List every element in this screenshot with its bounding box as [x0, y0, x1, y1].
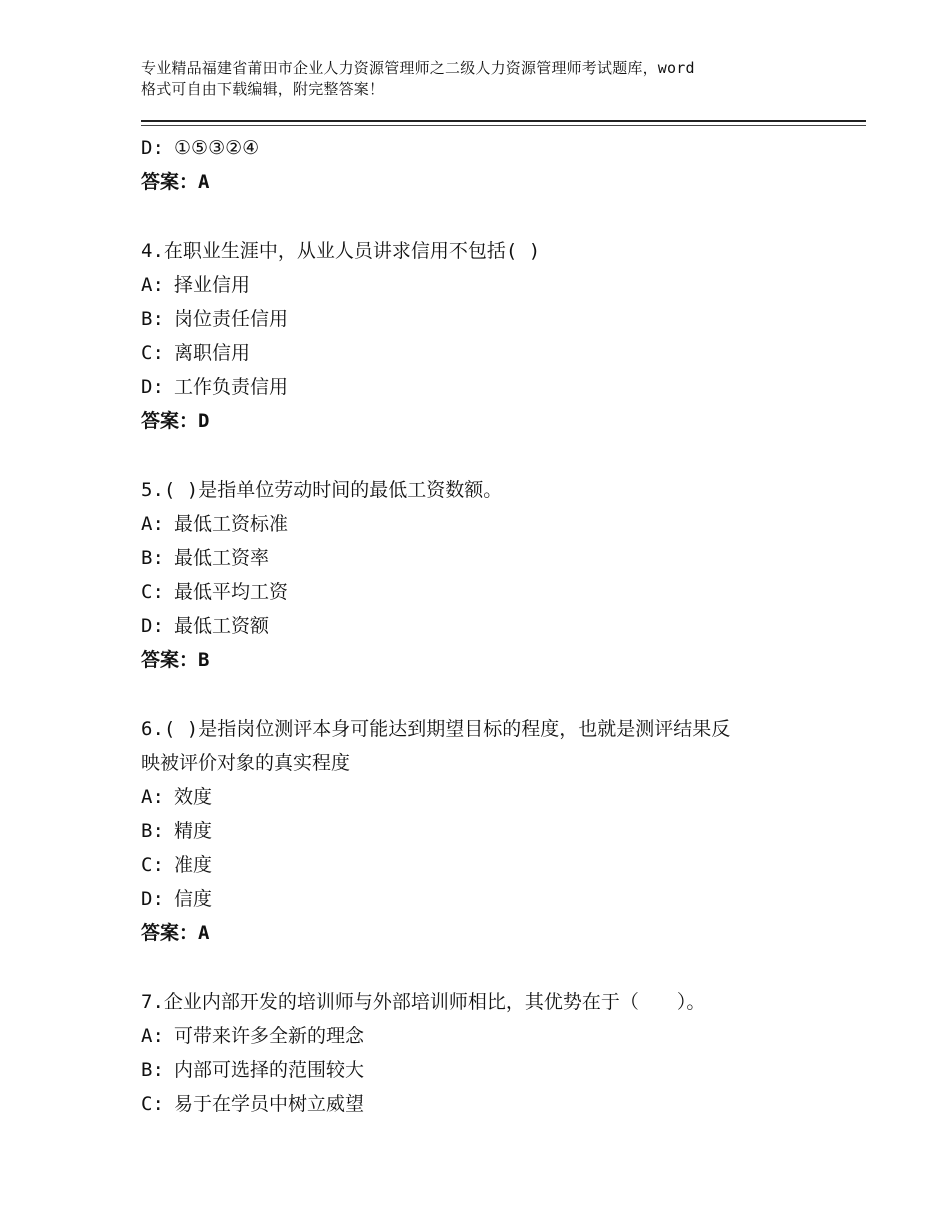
- option-text: ①⑤③②④: [174, 137, 260, 159]
- option-text: 易于在学员中树立威望: [174, 1093, 365, 1115]
- question-text: 7.企业内部开发的培训师与外部培训师相比，其优势在于（ ）。: [141, 991, 706, 1013]
- question-block-3: [141, 131, 831, 199]
- option-text: 内部可选择的范围较大: [174, 1059, 365, 1081]
- option-row: [141, 882, 831, 916]
- option-row: [141, 575, 831, 609]
- option-key: D:: [141, 137, 164, 159]
- option-text: 离职信用: [174, 342, 251, 364]
- option-row: [141, 1087, 831, 1121]
- option-row: [141, 268, 831, 302]
- answer-label: 答案：: [141, 922, 199, 944]
- answer-value: A: [198, 171, 210, 193]
- header-rule-thick: [141, 120, 866, 122]
- option-key: B:: [141, 820, 164, 842]
- option-text: 择业信用: [174, 274, 251, 296]
- option-row: [141, 1053, 831, 1087]
- option-key: C:: [141, 854, 164, 876]
- spacer: [141, 199, 831, 234]
- option-row: [141, 609, 831, 643]
- header-rule-thin: [141, 125, 866, 126]
- answer-label: 答案：: [141, 171, 199, 193]
- option-row: [141, 302, 831, 336]
- option-row: [141, 370, 831, 404]
- option-key: A:: [141, 274, 164, 296]
- option-text: 最低工资标准: [174, 513, 289, 535]
- option-key: D:: [141, 376, 164, 398]
- option-row: [141, 780, 831, 814]
- header-title-line-2: 格式可自由下载编辑，附完整答案！: [141, 80, 385, 98]
- option-text: 效度: [174, 786, 213, 808]
- option-text: 可带来许多全新的理念: [174, 1025, 365, 1047]
- option-text: 最低工资额: [174, 615, 270, 637]
- option-row: [141, 131, 831, 165]
- question-list: [141, 131, 831, 1121]
- option-key: A:: [141, 1025, 164, 1047]
- option-text: 精度: [174, 820, 213, 842]
- option-key: B:: [141, 308, 164, 330]
- option-row: [141, 541, 831, 575]
- answer-label: 答案：: [141, 410, 199, 432]
- option-key: B:: [141, 1059, 164, 1081]
- option-key: A:: [141, 513, 164, 535]
- option-text: 信度: [174, 888, 213, 910]
- answer-line: [141, 916, 831, 950]
- answer-value: B: [198, 649, 210, 671]
- option-row: [141, 507, 831, 541]
- option-key: C:: [141, 581, 164, 603]
- option-text: 准度: [174, 854, 213, 876]
- option-text: 岗位责任信用: [174, 308, 289, 330]
- answer-value: A: [198, 922, 210, 944]
- answer-line: [141, 643, 831, 677]
- option-key: A:: [141, 786, 164, 808]
- question-text: 5.( )是指单位劳动时间的最低工资数额。: [141, 479, 503, 501]
- option-text: 最低工资率: [174, 547, 270, 569]
- question-text-continued: 映被评价对象的真实程度: [141, 752, 351, 774]
- option-text: 最低平均工资: [174, 581, 289, 603]
- question-block-4: [141, 234, 831, 438]
- header-title-line-1: 专业精品福建省莆田市企业人力资源管理师之二级人力资源管理师考试题库，word: [141, 59, 695, 77]
- question-text: 6.( )是指岗位测评本身可能达到期望目标的程度，也就是测评结果反: [141, 718, 731, 740]
- spacer: [141, 950, 831, 985]
- answer-value: D: [198, 410, 210, 432]
- option-row: [141, 336, 831, 370]
- question-block-5: [141, 473, 831, 677]
- option-row: [141, 1019, 831, 1053]
- question-text: 4.在职业生涯中，从业人员讲求信用不包括( ): [141, 240, 541, 262]
- option-row: [141, 848, 831, 882]
- option-text: 工作负责信用: [174, 376, 289, 398]
- option-key: D:: [141, 888, 164, 910]
- answer-label: 答案：: [141, 649, 199, 671]
- spacer: [141, 677, 831, 712]
- question-block-6: [141, 712, 831, 950]
- page-header: [141, 58, 831, 100]
- answer-line: [141, 165, 831, 199]
- option-key: B:: [141, 547, 164, 569]
- option-key: D:: [141, 615, 164, 637]
- option-key: C:: [141, 342, 164, 364]
- option-row: [141, 814, 831, 848]
- spacer: [141, 438, 831, 473]
- option-key: C:: [141, 1093, 164, 1115]
- answer-line: [141, 404, 831, 438]
- question-block-7: [141, 985, 831, 1121]
